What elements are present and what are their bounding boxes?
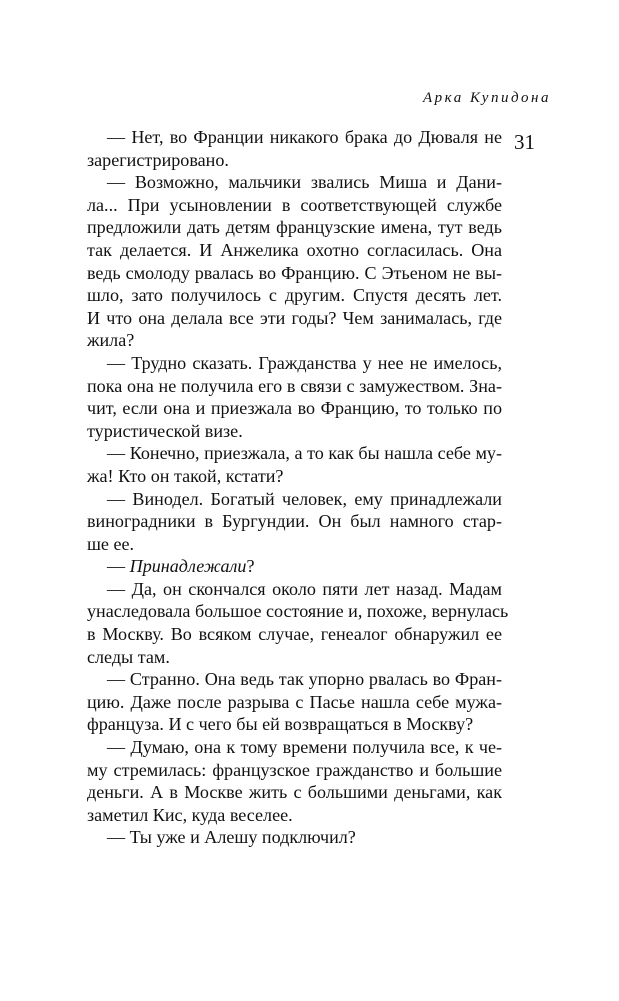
text-line: [87, 375, 502, 398]
text-line: [87, 216, 502, 239]
text-line-content: жа! Кто он такой, кстати?: [87, 465, 284, 486]
text-line: [87, 826, 502, 849]
text-line: [87, 284, 502, 307]
text-line-content: туристической визе.: [87, 420, 243, 441]
text-line-content: му стремилась: французское гражданство и большие: [87, 759, 502, 780]
text-line-content: ведь смолоду рвалась во Францию. С Этьеном не вы-: [87, 262, 502, 283]
text-line-content: — Ты уже и Алешу подключил?: [107, 827, 356, 848]
italic-word: Принадлежали: [129, 556, 247, 577]
text-line: [87, 510, 502, 533]
text-line-content: унаследовала большое состояние и, похоже, вернулась: [87, 601, 509, 622]
text-line: [87, 646, 502, 669]
text-line: [87, 781, 502, 804]
text-line: [87, 668, 502, 691]
text-line: [87, 126, 502, 149]
text-line: [87, 352, 502, 375]
text-line: [87, 804, 502, 827]
text-line: [87, 600, 509, 623]
text-line-content: ла... При усыновлении в соответствующей службе: [87, 194, 502, 215]
text-line-content: следы там.: [87, 646, 170, 667]
text-line: [87, 329, 502, 352]
text-line-content: — Странно. Она ведь так упорно рвалась во Фран-: [107, 669, 502, 690]
text-line: [87, 239, 502, 262]
text-line: [87, 465, 502, 488]
page-number: 31: [514, 130, 535, 154]
text-line-content: — Да, он скончался около пяти лет назад. Мадам: [107, 578, 502, 599]
text-line-content: — Конечно, приезжала, а то как бы нашла себе му-: [107, 443, 502, 464]
text-line-content: жила?: [87, 330, 135, 351]
text-line-suffix: ?: [246, 556, 255, 577]
text-line-content: — Винодел. Богатый человек, ему принадлежали: [107, 488, 502, 509]
text-line-content: — Возможно, мальчики звались Миша и Дани-: [107, 172, 502, 193]
text-line: [87, 149, 502, 172]
text-line: [87, 533, 502, 556]
text-line: [87, 262, 502, 285]
text-line-content: заметил Кис, куда веселее.: [87, 804, 293, 825]
running-head: Арка Купидона: [422, 90, 551, 106]
text-line: [87, 420, 502, 443]
text-line: [87, 555, 502, 578]
text-line-content: виноградники в Бургундии. Он был намного стар-: [87, 511, 502, 532]
text-line-content: шло, зато получилось с другим. Спустя десять лет.: [87, 285, 502, 306]
text-line: [87, 691, 502, 714]
text-line-content: француза. И с чего бы ей возвращаться в Москву?: [87, 714, 474, 735]
text-line-content: в Москву. Во всяком случае, генеалог обнаружил ее: [87, 624, 502, 645]
body-text: [87, 126, 509, 849]
text-line-content: предложили дать детям французские имена, тут ведь: [87, 217, 502, 238]
text-line: [87, 736, 502, 759]
text-line: [87, 759, 502, 782]
text-line-content: так делается. И Анжелика охотно согласилась. Она: [87, 239, 502, 260]
text-line-content: зарегистрировано.: [87, 149, 229, 170]
text-line-content: — Нет, во Франции никакого брака до Дюваля не: [107, 127, 502, 147]
text-line: [87, 713, 502, 736]
text-line-content: —: [107, 556, 130, 577]
text-line-content: — Думаю, она к тому времени получила все, к че-: [107, 737, 502, 758]
text-line: [87, 442, 502, 465]
text-line-content: ше ее.: [87, 533, 135, 554]
text-line-content: цию. Даже после разрыва с Пасье нашла себе мужа-: [87, 691, 502, 712]
text-line-content: деньги. А в Москве жить с большими деньгами, как: [87, 782, 502, 803]
text-line: [87, 171, 502, 194]
text-line-content: пока она не получила его в связи с замужеством. Зна-: [87, 375, 502, 396]
text-paragraphs: [87, 126, 509, 849]
text-line: [87, 397, 502, 420]
text-line-content: — Трудно сказать. Гражданства у нее не имелось,: [107, 352, 502, 373]
text-line: [87, 488, 502, 511]
text-line: [87, 194, 502, 217]
text-line-content: чит, если она и приезжала во Францию, то только по: [87, 398, 502, 419]
text-line-content: И что она делала все эти годы? Чем занималась, где: [87, 307, 502, 328]
text-line: [87, 623, 502, 646]
text-line: [87, 578, 502, 601]
text-line: [87, 307, 502, 330]
